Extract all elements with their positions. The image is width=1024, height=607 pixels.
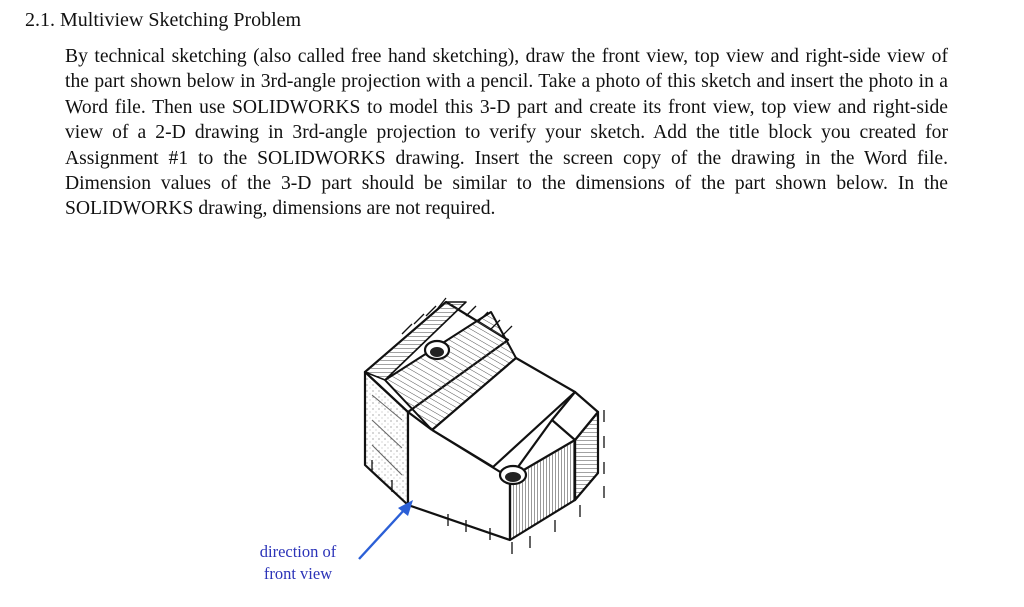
upright-front-face	[510, 440, 575, 540]
problem-statement: By technical sketching (also called free hand sketching), draw the front view, top view and right-side view of the part shown below in 3rd-angle projection with a pencil. Take a photo of this sketch and insert the photo in a Word file. Then use SOLIDWORKS to model this 3-D part and create its front view, top view and right-side view of a 2-D drawing in 3rd-angle projection to verify your sketch. Add the title block you created for Assignment #1 to the SOLIDWORKS drawing. Insert the screen copy of the drawing in the Word file. Dimension values of the 3-D part should be similar to the dimensions of the part shown below. In the SOLIDWORKS drawing, dimensions are not required.	[65, 46, 948, 220]
section-heading: 2.1. Multiview Sketching Problem	[25, 9, 302, 31]
part-drawing	[365, 302, 598, 540]
direction-label-line1: direction of	[259, 542, 337, 561]
direction-label-line2: front view	[263, 564, 333, 583]
